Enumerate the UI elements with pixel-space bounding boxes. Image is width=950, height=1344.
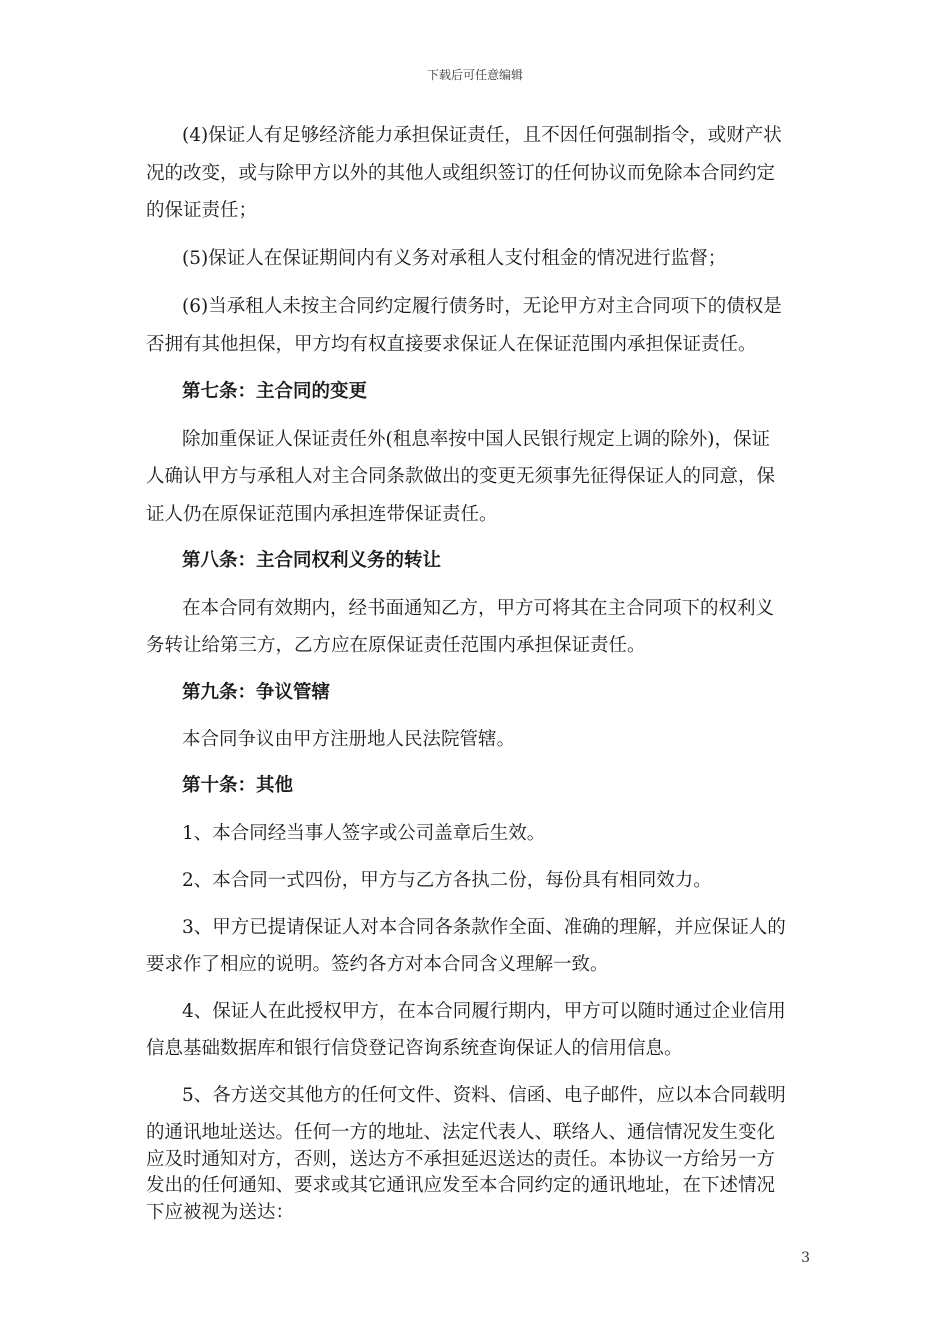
article8-line2: 务转让给第三方，乙方应在原保证责任范围内承担保证责任。 [146, 635, 646, 656]
article10-p3-line2: 要求作了相应的说明。签约各方对本合同含义理解一致。 [146, 954, 609, 975]
article10-p5-line1: 5、各方送交其他方的任何文件、资料、信函、电子邮件，应以本合同载明 [182, 1085, 786, 1106]
article7-line1: 除加重保证人保证责任外(租息率按中国人民银行规定上调的除外)，保证 [182, 429, 770, 450]
article10-p5-line3: 应及时通知对方，否则，送达方不承担延迟送达的责任。本协议一方给另一方 [146, 1149, 776, 1170]
item4-line3: 的保证责任； [146, 200, 258, 221]
article10-p4-line1: 4、保证人在此授权甲方，在本合同履行期内，甲方可以随时通过企业信用 [182, 1001, 786, 1022]
page-header: 下载后可任意编辑 [426, 68, 523, 82]
article10-title: 第十条：其他 [182, 775, 294, 796]
page-number: 3 [801, 1250, 810, 1266]
article10-p1: 1、本合同经当事人签字或公司盖章后生效。 [182, 823, 546, 844]
article8-line1: 在本合同有效期内，经书面通知乙方，甲方可将其在主合同项下的权利义 [182, 598, 775, 619]
article10-p4-line2: 信息基础数据库和银行信贷登记咨询系统查询保证人的信用信息。 [146, 1038, 683, 1059]
item6-line1: (6)当承租人未按主合同约定履行债务时，无论甲方对主合同项下的债权是 [182, 296, 782, 317]
article10-p5-line5: 下应被视为送达： [146, 1202, 295, 1223]
article9-title: 第九条：争议管辖 [182, 682, 331, 703]
item5-line1: (5)保证人在保证期间内有义务对承租人支付租金的情况进行监督； [182, 248, 727, 269]
article10-p5-line2: 的通讯地址送达。任何一方的地址、法定代表人、联络人、通信情况发生变化 [146, 1122, 776, 1143]
article10-p5-line4: 发出的任何通知、要求或其它通讯应发至本合同约定的通讯地址，在下述情况 [146, 1175, 776, 1196]
item4-line1: (4)保证人有足够经济能力承担保证责任，且不因任何强制指令，或财产状 [182, 125, 782, 146]
article7-title: 第七条：主合同的变更 [182, 381, 368, 402]
article7-line2: 人确认甲方与承租人对主合同条款做出的变更无须事先征得保证人的同意，保 [146, 466, 776, 487]
article10-p3-line1: 3、甲方已提请保证人对本合同各条款作全面、准确的理解，并应保证人的 [182, 917, 786, 938]
article8-title: 第八条：主合同权利义务的转让 [182, 550, 442, 571]
item4-line2: 况的改变，或与除甲方以外的其他人或组织签订的任何协议而免除本合同约定 [146, 163, 776, 184]
article7-line3: 证人仍在原保证范围内承担连带保证责任。 [146, 504, 498, 525]
item6-line2: 否拥有其他担保，甲方均有权直接要求保证人在保证范围内承担保证责任。 [146, 334, 757, 355]
article10-p2: 2、本合同一式四份，甲方与乙方各执二份，每份具有相同效力。 [182, 870, 712, 891]
article9-line1: 本合同争议由甲方注册地人民法院管辖。 [182, 729, 516, 750]
